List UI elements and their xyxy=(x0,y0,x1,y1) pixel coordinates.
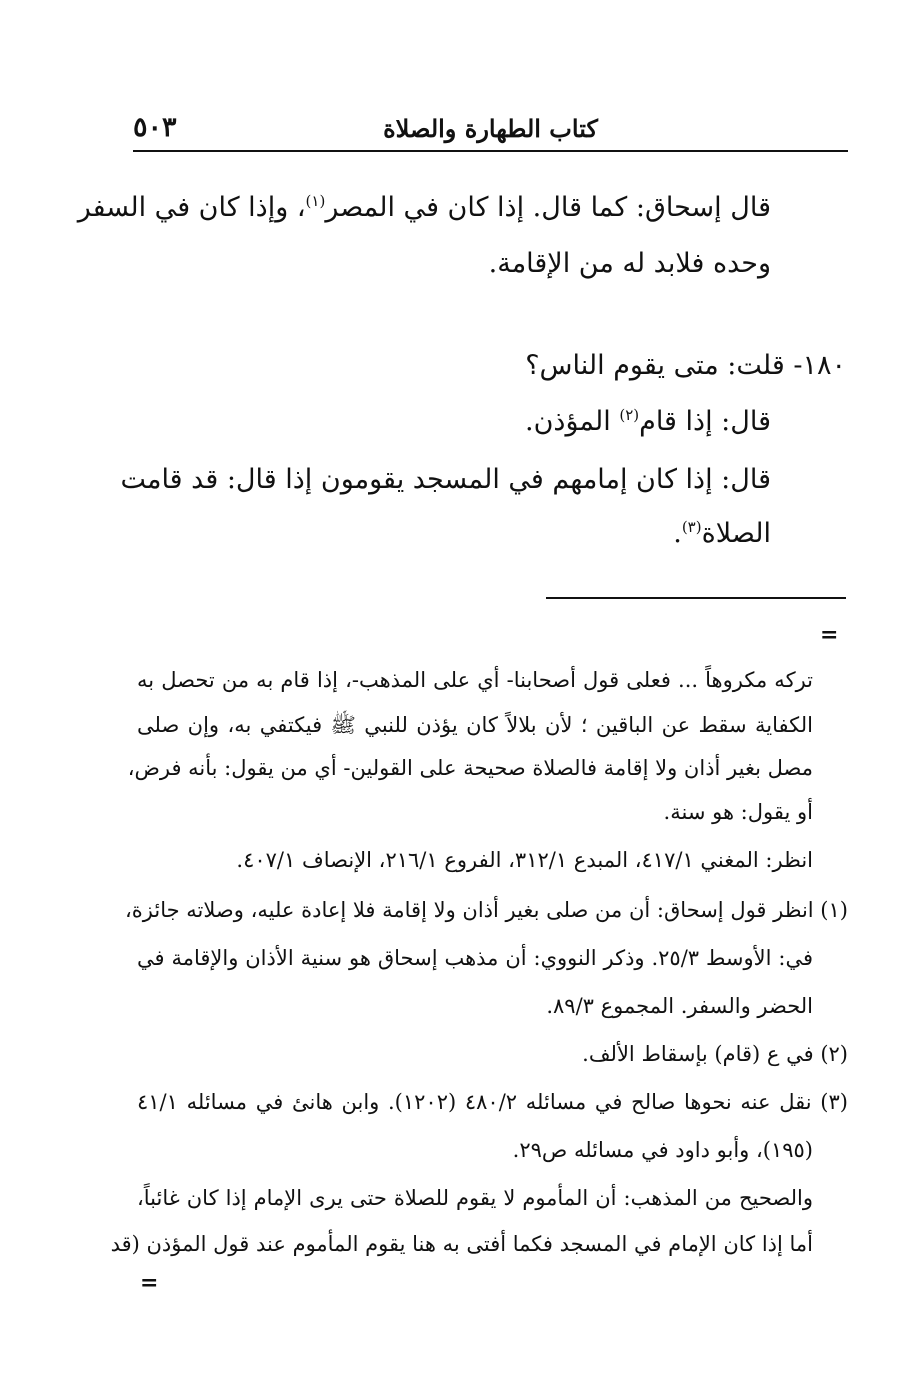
answer-line-2: قال: إذا كان إمامهم في المسجد يقومون إذا قال: قد قامت xyxy=(120,464,771,495)
footnote-3-line-4: أما إذا كان الإمام في المسجد فكما أفتى به هنا يقوم المأموم عند قول المؤذن (قد xyxy=(110,1232,813,1256)
footnote-2: (٢) في ع (قام) بإسقاط الألف. xyxy=(582,1042,848,1066)
answer-line-3: الصلاة$^{(٣)}$. xyxy=(673,518,771,549)
footnote-references: انظر: المغني ٤١٧/١، المبدع ٣١٢/١، الفروع ٢١٦/١، الإنصاف ٤٠٧/١. xyxy=(236,848,813,872)
footnote-3-line-3: والصحيح من المذهب: أن المأموم لا يقوم للصلاة حتى يرى الإمام إذا كان غائباً، xyxy=(137,1186,813,1210)
continues-mark: = xyxy=(140,1270,159,1296)
footnote-1-line-2: في: الأوسط ٢٥/٣. وذكر النووي: أن مذهب إسحاق هو سنية الأذان والإقامة في xyxy=(137,946,813,970)
footnote-ref-2: (٢) xyxy=(619,406,640,424)
question-180: ١٨٠- قلت: متى يقوم الناس؟ xyxy=(525,350,846,381)
body-line-2: وحده فلابد له من الإقامة. xyxy=(488,248,771,279)
running-title: كتاب الطهارة والصلاة xyxy=(383,114,598,143)
footnote-1-line-3: الحضر والسفر. المجموع ٨٩/٣. xyxy=(546,994,813,1018)
body-line-1: قال إسحاق: كما قال. إذا كان في المصر$^{(١)}$، وإذا كان في السفر xyxy=(77,192,771,223)
footnote-3-line-1: (٣) نقل عنه نحوها صالح في مسائله ٤٨٠/٢ (١٢٠٢). وابن هانئ في مسائله ٤١/١ xyxy=(137,1090,848,1114)
answer-line-1: قال: إذا قام$^{(٢)}$ المؤذن. xyxy=(525,406,771,437)
footnote-continuation-line-1: تركه مكروهاً ... فعلى قول أصحابنا- أي على المذهب-، إذا قام به من تحصل به xyxy=(137,668,813,692)
footnote-3-line-2: (١٩٥)، وأبو داود في مسائله ص٢٩. xyxy=(512,1138,813,1162)
footnote-continuation-line-4: أو يقول: هو سنة. xyxy=(663,800,813,824)
footnote-ref-3: (٣) xyxy=(681,518,702,536)
continued-mark: = xyxy=(820,622,839,648)
footnote-1-line-1: (١) انظر قول إسحاق: أن من صلى بغير أذان ولا إقامة فلا إعادة عليه، وصلاته جائزة، xyxy=(125,898,848,922)
footnote-continuation-line-2: الكفاية سقط عن الباقين ؛ لأن بلالاً كان يؤذن للنبي ﷺ فيكتفي به، وإن صلى xyxy=(137,713,813,737)
page-number: ٥٠٣ xyxy=(133,112,177,143)
footnote-continuation-line-3: مصل بغير أذان ولا إقامة فالصلاة صحيحة على القولين- أي من يقول: بأنه فرض، xyxy=(127,756,813,780)
footnote-separator xyxy=(546,597,846,599)
footnote-ref-1: (١) xyxy=(305,192,326,210)
page-header xyxy=(133,108,848,152)
